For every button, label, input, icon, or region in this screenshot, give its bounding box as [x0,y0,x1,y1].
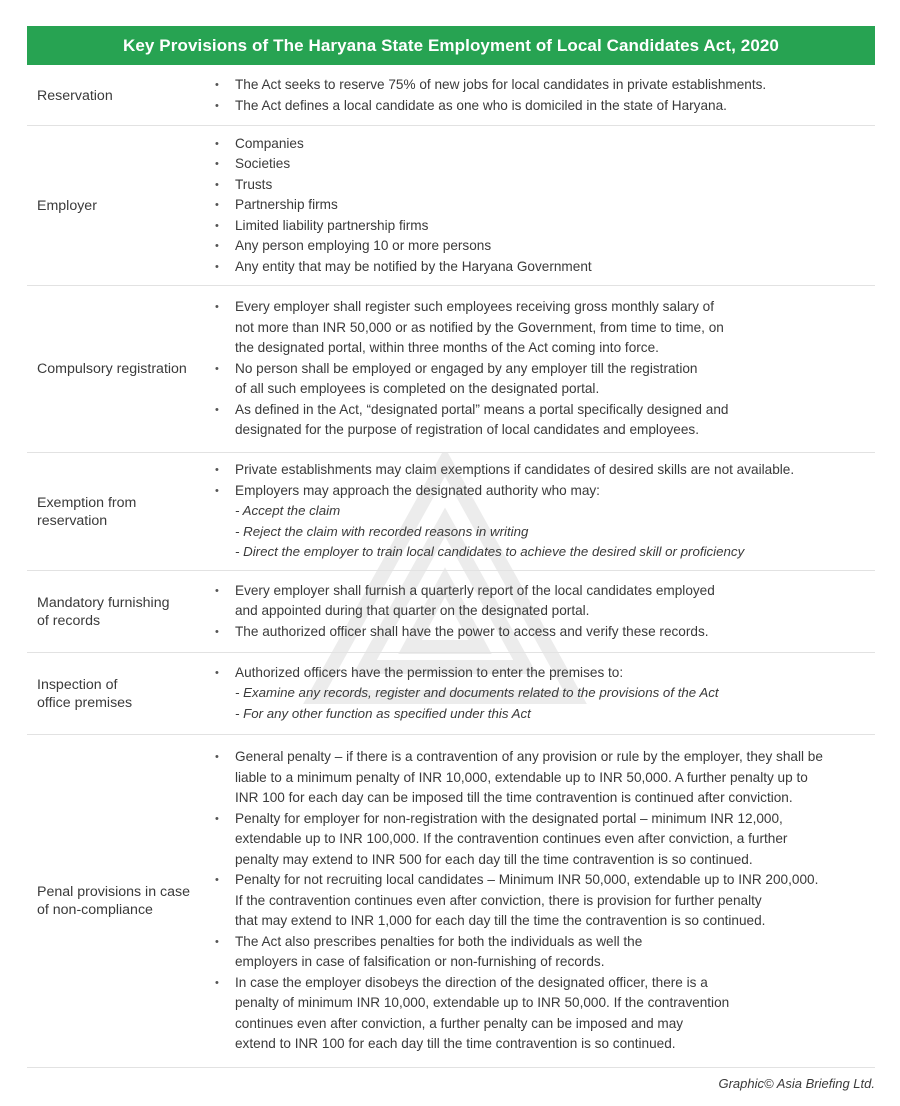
bullet-item: • Penalty for not recruiting local candidates – Minimum INR 50,000, extendable up to INR 200,000. If the contravention continues even after conviction, there is provision for further penalty that may extend to INR 1,000 for each day till the time the contravention is so continued. [203,870,823,932]
table-row [27,453,875,571]
bullet-item: • Any person employing 10 or more persons [203,236,592,257]
bullet-item: • No person shall be employed or engaged by any employer till the registration of all such employees is completed on the designated portal. [203,359,728,400]
bullet-item: • Partnership firms [203,195,592,216]
table-row [27,66,875,126]
table-row [27,735,875,1068]
sub-item: - Accept the claim [235,503,341,519]
row-content [203,663,719,725]
sub-item: - Reject the claim with recorded reasons in writing [235,523,529,539]
row-label: Reservation [37,87,113,104]
bullet-item: • Any entity that may be notified by the Haryana Government [203,257,592,278]
row-label: Mandatory furnishing of records [37,594,170,629]
bullet-item: • The Act also prescribes penalties for both the individuals as well the employers in case of falsification or non-furnishing of records. [203,932,823,973]
sub-item: - Direct the employer to train local candidates to achieve the desired skill or proficiency [235,544,745,560]
provisions-table [27,66,875,1068]
row-content [203,581,715,643]
bullet-item: • In case the employer disobeys the direction of the designated officer, there is a penalty of minimum INR 10,000, extendable up to INR 50,000. If the contravention continues even after conviction, a further penalty can be imposed and may extend to INR 100 for each day till the time contravention is so continued. [203,973,823,1055]
row-label: Employer [37,197,97,214]
bullet-item: • Limited liability partnership firms [203,216,592,237]
table-row [27,653,875,735]
row-content [203,460,794,563]
sub-item: - Examine any records, register and documents related to the provisions of the Act [235,685,719,701]
bullet-item: • General penalty – if there is a contravention of any provision or rule by the employer, they shall be liable to a minimum penalty of INR 10,000, extendable up to INR 50,000. A further penalty up to INR 100 for each day can be imposed till the time contravention is continued after conviction. [203,747,823,809]
row-content [203,747,823,1055]
table-row [27,571,875,653]
row-content [203,134,592,278]
table-row [27,286,875,453]
bullet-item: • Private establishments may claim exemptions if candidates of desired skills are not available. [203,460,794,481]
bullet-item: • Societies [203,154,592,175]
table-title: Key Provisions of The Haryana State Employment of Local Candidates Act, 2020 [123,35,779,55]
bullet-item: • Penalty for employer for non-registration with the designated portal – minimum INR 12,000, extendable up to INR 100,000. If the contravention continues even after conviction, a further penalty may extend to INR 500 for each day till the time contravention is so continued. [203,809,823,871]
bullet-item: • As defined in the Act, “designated portal” means a portal specifically designed and designated for the purpose of registration of local candidates and employees. [203,400,728,441]
bullet-item: • The authorized officer shall have the power to access and verify these records. [203,622,715,643]
bullet-item: • Every employer shall furnish a quarterly report of the local candidates employed and appointed during that quarter on the designated portal. [203,581,715,622]
bullet-item: • Companies [203,134,592,155]
row-label: Compulsory registration [37,361,187,377]
row-content [203,75,766,116]
table-row [27,126,875,286]
graphic-credit: Graphic© Asia Briefing Ltd. [718,1076,875,1091]
bullet-item: • Trusts [203,175,592,196]
sub-item: - For any other function as specified under this Act [235,705,531,721]
row-label: Penal provisions in case of non-compliance [37,884,190,918]
row-content [203,297,728,441]
table-title-banner [27,26,875,65]
bullet-item: • Every employer shall register such employees receiving gross monthly salary of not more than INR 50,000 or as notified by the Government, from time to time, on the designated portal, within three months of the Act coming into force. [203,297,728,359]
bullet-item: • Employers may approach the designated authority who may: [203,481,794,502]
bullet-item: • The Act seeks to reserve 75% of new jobs for local candidates in private establishments. [203,75,766,96]
row-label: Inspection of office premises [37,676,133,711]
bullet-item: • The Act defines a local candidate as one who is domiciled in the state of Haryana. [203,96,766,117]
row-label: Exemption from reservation [37,494,137,529]
bullet-item: • Authorized officers have the permission to enter the premises to: [203,663,719,684]
